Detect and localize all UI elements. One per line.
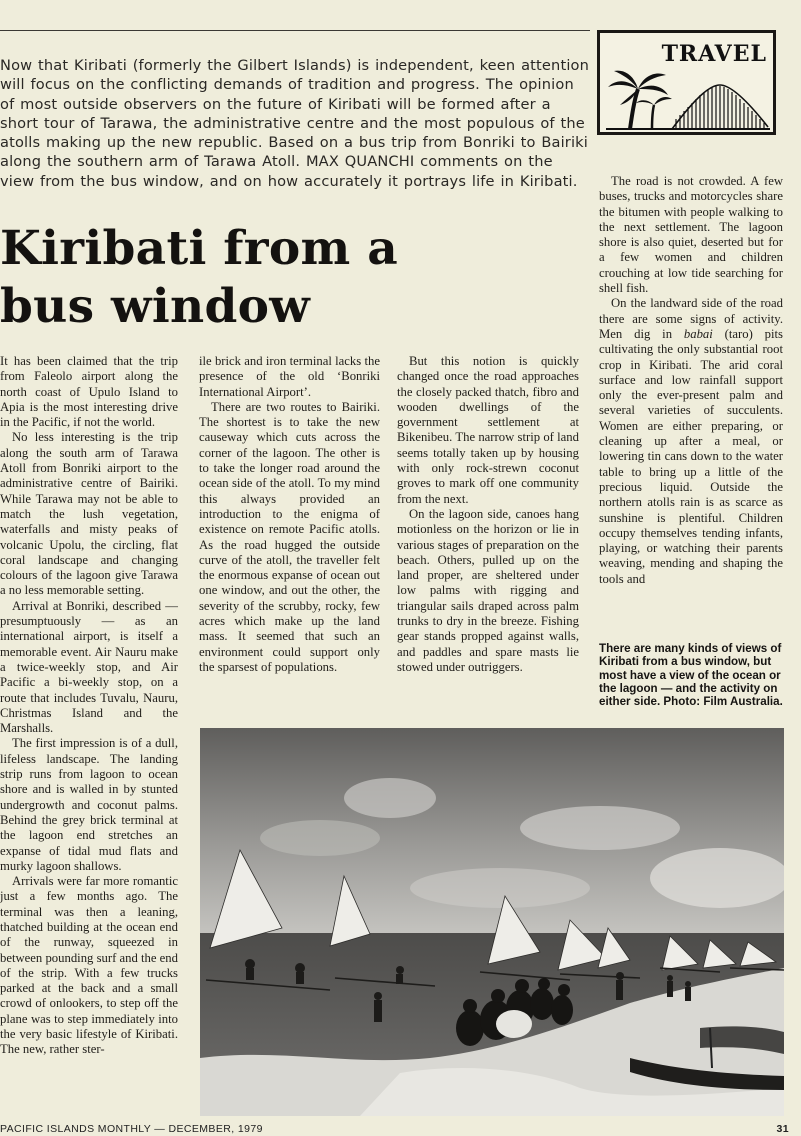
column-2-paragraph-1: ile brick and iron terminal lacks the presence of the old ‘Bonriki International Airport’. <box>199 354 380 399</box>
column-1-paragraph-4: The first impression is of a dull, lifeless landscape. The landing strip runs from lagoon to ocean shore and is walled in by stunted undergrowth and coconut palms. Behind the grey brick terminal at the lagoon end stretches an expanse of tidal mud flats and murky lagoon shallows. <box>0 736 178 873</box>
article-column-4 <box>599 174 783 587</box>
column-3-paragraph-1: But this notion is quickly changed once the road approaches the closely packed thatch, fibro and wooden dwellings of the government settlement at Bikenibeu. The narrow strip of land seems totally taken up by housing with only rock-strewn coconut groves to mark off one community from the next. <box>397 354 579 506</box>
footer-page-number: 31 <box>776 1123 789 1135</box>
column-1-paragraph-5: Arrivals were far more romantic just a few months ago. The terminal was then a leaning, thatched building at the ocean end of the runway, squeezed in between pounding surf and the end of the strip. With a few trucks parked at the back and a small crowd of onlookers, to step off the plane was to step immediately into the very basic lifestyle of Kiribati. The new, rather ster- <box>0 874 178 1057</box>
column-1-paragraph-3: Arrival at Bonriki, described — presumptuously — as an international airport, is itself a memorable event. Air Nauru make a twice-weekly stop, and Air Pacific a bi-weekly stop, on a route that includes Tuvalu, Nauru, Christmas Island and the Marshalls. <box>0 598 178 736</box>
intro-standfirst: Now that Kiribati (formerly the Gilbert Islands) is independent, keen attention will focus on the conflicting demands of tradition and progress. The opinion of most outside observers on the future of Kiribati will be formed after a short tour of Tarawa, the administrative centre and the most populous of the atolls making up the new republic. Based on a bus trip from Bonriki to Bairiki along the southern arm of Tarawa Atoll. MAX QUANCHI comments on the view from the bus window, and on how accurately it portrays life in Kiribati. <box>0 57 590 190</box>
article-column-3 <box>397 354 579 675</box>
palm-tree-icon <box>606 67 770 131</box>
column-4-italic-term: babai <box>683 326 713 341</box>
section-label: TRAVEL <box>661 41 767 67</box>
column-2-paragraph-2: There are two routes to Bairiki. The shortest is to take the new causeway which cuts across the corner of the lagoon. The other is to take the longer road around the ocean side of the atoll. To my mind this always provided an introduction to the enigma of existence on remote Pacific atolls. As the road hugged the outside curve of the atoll, the traveller felt the enormous expanse of ocean out one window, and out the other, the severity of the scrubby, rocky, few acres which make up the land mass. It seemed that such an environment could support only the sparsest of populations. <box>199 399 380 674</box>
column-3-paragraph-2: On the lagoon side, canoes hang motionless on the horizon or lie in various stages of preparation on the beach. Others, pulled up on the land proper, are sheltered under low palms with rigging and triangular sails draped across palm trunks to dry in the breeze. Fishing gear stands propped against walls, and paddles and spare masts lie stowed under outriggers. <box>397 506 579 674</box>
lagoon-scene-illustration <box>200 728 784 1116</box>
column-4-text-b: (taro) pits cultivating the only substantial root crop in Kiribati. The arid coral surface and low rainfall support only the ever-present palm and several varieties of succulents. Women are either preparing, or cleaning up after a meal, or lowering tin cans down to the water table to bring up a little of the precious liquid. Outside the northern atolls rain is as scarce as sunshine is plentiful. Children occupy themselves tending infants, playing, or watching their parents weaving, mending and shaping the tools and <box>599 326 783 586</box>
article-column-2 <box>199 354 380 675</box>
canoes-on-lagoon-photo <box>200 728 784 1116</box>
footer-publication: PACIFIC ISLANDS MONTHLY — DECEMBER, 1979 <box>0 1123 263 1135</box>
article-column-1 <box>0 354 178 1058</box>
page-footer <box>0 1121 801 1136</box>
headline-line-1: Kiribati from a <box>0 221 398 276</box>
column-4-paragraph-2 <box>599 296 783 587</box>
column-1-paragraph-2: No less interesting is the trip along the south arm of Tarawa Atoll from Bonriki airport to the administrative centre of Bairiki. While Tarawa may not be able to match the lush vegetation, waterfalls and misty peaks of volcanic Upolu, the circling, flat coral landscape and changing colours of the lagoon give Tarawa a no less memorable setting. <box>0 430 178 598</box>
column-4-text-a: On the landward side of the road there are some signs of activity. Men dig in <box>599 296 783 341</box>
top-rule <box>0 30 590 31</box>
travel-section-logo <box>597 30 776 135</box>
column-4-paragraph-1: The road is not crowded. A few buses, trucks and motorcycles share the bitumen with people walking to the next settlement. The lagoon shore is also quiet, deserted but for a few women and children crouching at low tide searching for shell fish. <box>599 174 783 296</box>
photo-caption: There are many kinds of views of Kiribati from a bus window, but most have a view of the ocean or the lagoon — and the activity on either side. Photo: Film Australia. <box>599 642 783 709</box>
column-1-paragraph-1: It has been claimed that the trip from Faleolo airport along the north coast of Upulo Island to Apia is the most interesting drive in the Pacific, if not the world. <box>0 354 178 430</box>
headline-line-2: bus window <box>0 279 311 334</box>
article-headline <box>0 220 590 336</box>
